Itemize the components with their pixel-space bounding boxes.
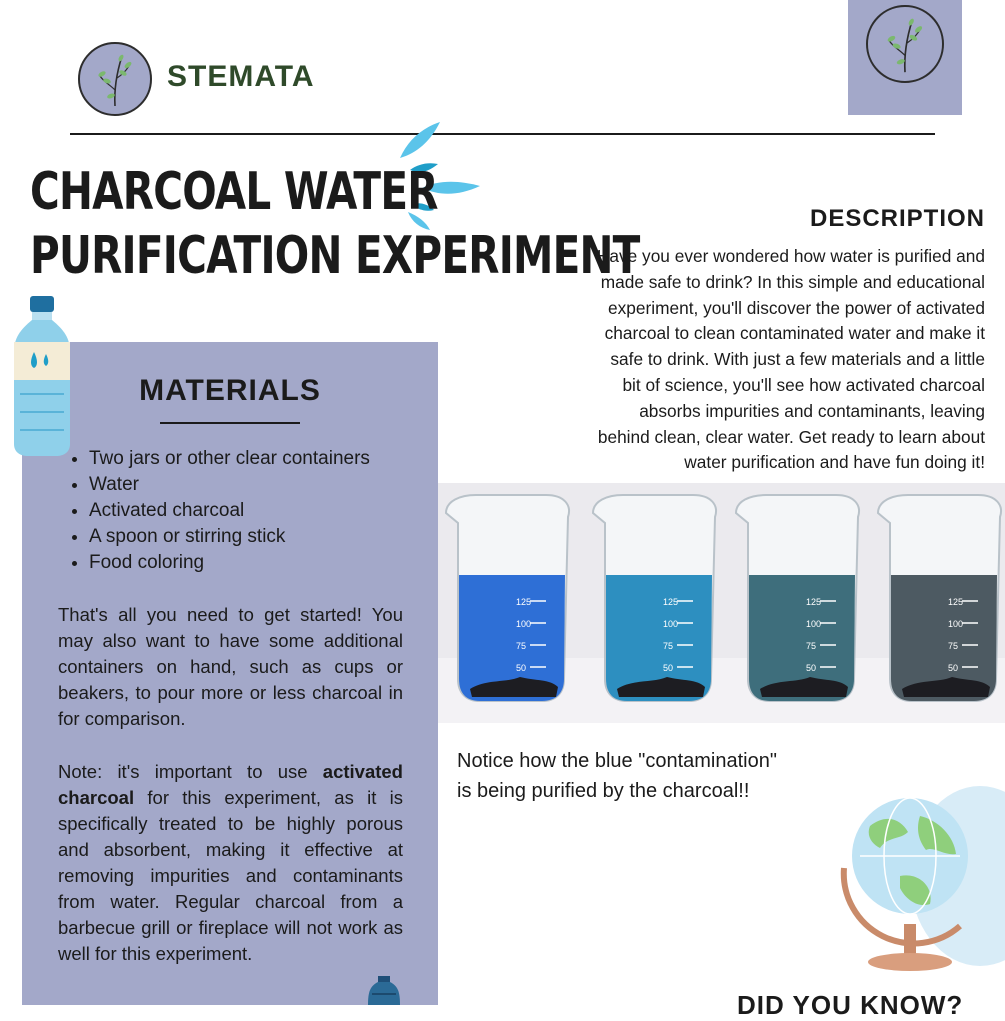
graduation-label: 75 (948, 641, 959, 651)
graduation-label: 50 (806, 663, 817, 673)
materials-list (65, 446, 459, 576)
description-line: behind clean, clear water. Get ready to learn about (597, 426, 985, 447)
caption-line: is being purified by the charcoal!! (457, 780, 750, 802)
stemata-logo (78, 42, 152, 116)
beakers-illustration (438, 483, 1005, 723)
leaf-branch-icon (92, 50, 138, 108)
list-item: • Two jars or other clear containers (89, 446, 459, 472)
list-item: • Water (89, 472, 459, 498)
title-line-1: CHARCOAL WATER (30, 162, 438, 222)
graduation-label: 75 (663, 641, 674, 651)
corner-logo (866, 5, 944, 83)
description-text (552, 244, 985, 476)
graduation-label: 125 (948, 597, 964, 607)
description-line: made safe to drink? In this simple and educational (600, 271, 985, 292)
graduation-label: 50 (516, 663, 527, 673)
materials-note-1: That's all you need to get started! You may also want to have some additional containers on hand, such as cups or beakers, to pour more or less charcoal in for comparison. (58, 604, 403, 729)
brand-name: STEMATA (167, 60, 315, 93)
page-title (30, 160, 640, 288)
graduation-label: 125 (663, 597, 679, 607)
header-divider (70, 133, 935, 135)
graduation-label: 100 (516, 619, 532, 629)
graduation-label: 50 (663, 663, 674, 673)
graduation-label: 100 (948, 619, 964, 629)
leaf-branch-icon (881, 13, 929, 75)
description-heading: DESCRIPTION (809, 205, 985, 232)
graduation-label: 50 (948, 663, 959, 673)
note-text: for this experiment, as it is specifically treated to be highly porous and absorbent, making it effective at removing impurities and contaminants from water. Regular charcoal from a barbecue grill or fireplace will not work as well for this experiment. (58, 787, 403, 964)
water-jug-icon (366, 976, 402, 1005)
graduation-label: 75 (806, 641, 817, 651)
graduation-label: 125 (806, 597, 822, 607)
list-item: • Activated charcoal (89, 498, 459, 524)
graduation-label: 125 (516, 597, 532, 607)
graduation-label: 100 (806, 619, 822, 629)
globe-icon (830, 776, 1005, 981)
description-line: water purification and have fun doing it! (684, 452, 985, 473)
graduation-label: 75 (516, 641, 527, 651)
description-line: safe to drink. With just a few materials and a little (610, 349, 985, 370)
beaker (736, 495, 859, 701)
description-line: absorbs impurities and contaminants, leaving (639, 400, 985, 421)
list-item: • Food coloring (89, 550, 459, 576)
materials-note-2 (58, 759, 403, 967)
beaker (446, 495, 569, 701)
description-line: bit of science, you'll see how activated charcoal (622, 374, 985, 395)
title-line-2: PURIFICATION EXPERIMENT (30, 226, 640, 286)
list-item: • A spoon or stirring stick (89, 524, 459, 550)
note-text: Note: it's important to use (58, 761, 323, 782)
description-line: Have you ever wondered how water is purified and (596, 246, 985, 266)
caption-line: Notice how the blue "contamination" (457, 750, 777, 772)
materials-heading: MATERIALS (139, 374, 321, 407)
description-line: experiment, you'll discover the power of activated (608, 297, 985, 318)
graduation-label: 100 (663, 619, 679, 629)
note-emphasis: activated charcoal (58, 761, 403, 808)
experiment-photo (438, 483, 1005, 723)
did-you-know-heading: DID YOU KNOW? (737, 990, 964, 1020)
description-line: charcoal to clean contaminated water and make it (604, 323, 985, 344)
materials-underline (160, 422, 300, 424)
beaker (878, 495, 1001, 701)
beaker (593, 495, 716, 701)
